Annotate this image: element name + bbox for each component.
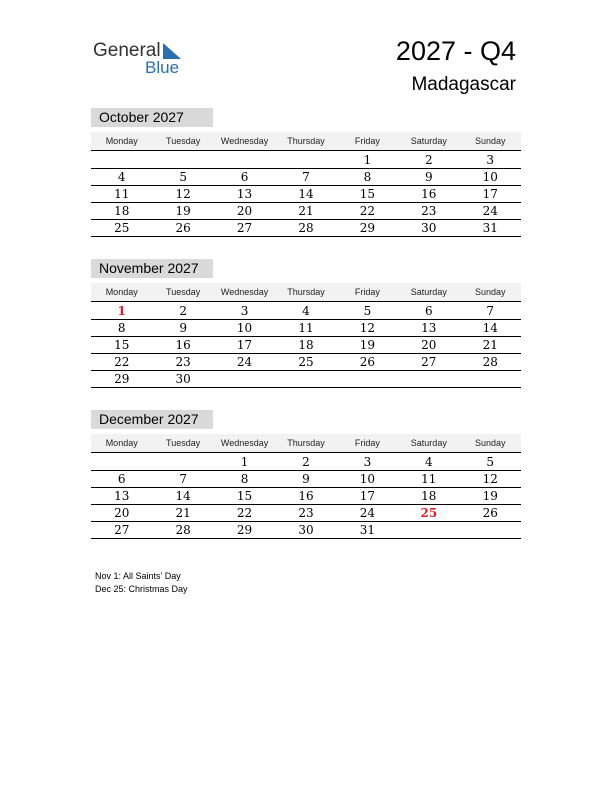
weekday-header-row (91, 132, 521, 151)
day-cell: 4 (117, 170, 126, 184)
day-cell: 24 (482, 204, 498, 218)
week-row (91, 203, 521, 220)
day-cell: 8 (117, 321, 126, 335)
day-cell: 20 (236, 204, 253, 218)
day-cell: 12 (175, 187, 191, 201)
day-cell: 30 (298, 523, 314, 537)
day-cell: 31 (482, 221, 498, 235)
weekday-label: Wednesday (220, 438, 269, 448)
day-cell: 29 (359, 221, 376, 235)
day-cell: 15 (236, 489, 253, 503)
day-cell: 7 (302, 170, 310, 184)
day-cell: 13 (421, 321, 437, 335)
day-cell: 22 (359, 204, 376, 218)
day-cell: 10 (482, 170, 498, 184)
day-cell (460, 522, 521, 538)
day-cell: 1 (240, 455, 249, 469)
weekday-label: Wednesday (220, 136, 269, 146)
day-cell: 27 (236, 221, 253, 235)
week-row (91, 488, 521, 505)
day-cell: 6 (240, 170, 249, 184)
holiday-day-cell: 25 (420, 506, 438, 520)
day-cell: 25 (114, 221, 130, 235)
day-cell: 12 (482, 472, 498, 486)
day-cell: 5 (363, 304, 372, 318)
day-cell: 16 (298, 489, 314, 503)
week-row (91, 320, 521, 337)
day-cell: 14 (298, 187, 314, 201)
week-row (91, 371, 521, 388)
day-cell: 16 (421, 187, 437, 201)
weekday-label: Monday (105, 136, 138, 146)
weekday-label: Tuesday (166, 136, 201, 146)
day-cell: 18 (421, 489, 437, 503)
weekday-label: Friday (354, 136, 380, 146)
day-cell (152, 152, 213, 168)
day-cell: 8 (240, 472, 249, 486)
day-cell: 28 (298, 221, 314, 235)
weekday-label: Sunday (474, 287, 506, 297)
day-cell: 11 (421, 472, 437, 486)
week-row (91, 471, 521, 488)
week-row (91, 152, 521, 169)
day-cell: 21 (175, 506, 191, 520)
day-cell: 3 (240, 304, 249, 318)
day-cell: 11 (298, 321, 314, 335)
day-cell: 10 (236, 321, 253, 335)
weekday-label: Sunday (474, 438, 506, 448)
holiday-note: Nov 1: All Saints’ Day (95, 571, 181, 581)
day-cell: 19 (482, 489, 498, 503)
month-calendar (91, 259, 521, 388)
day-cell: 17 (236, 338, 253, 352)
country-name: Madagascar (411, 74, 516, 95)
day-cell: 8 (363, 170, 372, 184)
week-row (91, 454, 521, 471)
week-row (91, 303, 521, 320)
day-cell: 18 (114, 204, 130, 218)
day-cell: 13 (236, 187, 253, 201)
day-cell: 20 (421, 338, 437, 352)
day-cell: 23 (175, 355, 191, 369)
month-calendar (91, 410, 521, 539)
holiday-note: Dec 25: Christmas Day (95, 584, 188, 594)
day-cell: 5 (179, 170, 187, 184)
day-cell (91, 454, 152, 470)
weekday-label: Saturday (410, 136, 447, 146)
day-cell: 19 (359, 338, 376, 352)
day-cell: 25 (298, 355, 314, 369)
day-cell (152, 454, 213, 470)
day-cell (91, 152, 152, 168)
weekday-label: Monday (105, 438, 138, 448)
month-title: December 2027 (91, 410, 213, 429)
day-cell: 27 (421, 355, 437, 369)
day-cell: 24 (236, 355, 253, 369)
day-cell: 3 (486, 153, 495, 167)
weekday-label: Sunday (474, 136, 506, 146)
day-cell: 15 (114, 338, 130, 352)
day-cell: 3 (363, 455, 372, 469)
day-cell (398, 371, 459, 387)
day-cell: 21 (298, 204, 314, 218)
day-cell (214, 152, 275, 168)
day-cell: 1 (363, 153, 372, 167)
day-cell: 19 (175, 204, 191, 218)
day-cell (337, 371, 398, 387)
day-cell (275, 152, 336, 168)
weekday-label: Friday (354, 438, 380, 448)
week-row (91, 186, 521, 203)
day-cell: 9 (179, 321, 187, 335)
day-cell (275, 371, 336, 387)
weekday-label: Saturday (410, 438, 447, 448)
weekday-header-row (91, 283, 521, 302)
day-cell: 6 (425, 304, 433, 318)
week-row (91, 522, 521, 539)
day-cell: 17 (482, 187, 498, 201)
generalblue-logo (93, 40, 193, 80)
day-cell: 9 (425, 170, 433, 184)
day-cell: 12 (359, 321, 376, 335)
weekday-label: Tuesday (166, 438, 201, 448)
day-cell: 14 (175, 489, 191, 503)
logo-text-general: General (93, 40, 161, 61)
day-cell: 7 (179, 472, 187, 486)
holiday-day-cell: 1 (117, 304, 126, 318)
weekday-label: Monday (105, 287, 138, 297)
day-cell: 23 (298, 506, 314, 520)
day-cell: 7 (486, 304, 495, 318)
day-cell: 26 (482, 506, 498, 520)
week-row (91, 220, 521, 237)
day-cell: 5 (486, 455, 495, 469)
day-cell (214, 371, 275, 387)
weekday-label: Friday (354, 287, 380, 297)
day-cell: 26 (359, 355, 376, 369)
day-cell: 4 (425, 455, 433, 469)
week-row (91, 169, 521, 186)
day-cell: 2 (425, 153, 433, 167)
day-cell: 22 (114, 355, 130, 369)
day-cell: 29 (114, 372, 130, 386)
day-cell: 30 (175, 372, 191, 386)
day-cell: 28 (482, 355, 498, 369)
month-title: November 2027 (91, 259, 213, 278)
day-cell: 31 (359, 523, 376, 537)
day-cell: 17 (359, 489, 376, 503)
week-row (91, 505, 521, 522)
day-cell: 15 (359, 187, 376, 201)
day-cell: 22 (236, 506, 253, 520)
day-cell: 2 (179, 304, 187, 318)
day-cell (398, 522, 459, 538)
week-row (91, 337, 521, 354)
day-cell: 26 (175, 221, 191, 235)
page-title: 2027 - Q4 (395, 36, 516, 66)
weekday-label: Thursday (287, 136, 325, 146)
weekday-label: Thursday (287, 287, 325, 297)
day-cell: 24 (359, 506, 376, 520)
day-cell: 4 (302, 304, 310, 318)
weekday-label: Tuesday (166, 287, 201, 297)
day-cell: 9 (302, 472, 310, 486)
day-cell: 27 (114, 523, 130, 537)
weekday-label: Thursday (287, 438, 325, 448)
day-cell: 13 (114, 489, 130, 503)
day-cell: 16 (175, 338, 191, 352)
day-cell: 2 (302, 455, 310, 469)
day-cell: 6 (117, 472, 126, 486)
week-row (91, 354, 521, 371)
day-cell: 10 (359, 472, 376, 486)
day-cell (460, 371, 521, 387)
day-cell: 29 (236, 523, 253, 537)
day-cell: 30 (421, 221, 437, 235)
day-cell: 28 (175, 523, 191, 537)
day-cell: 20 (114, 506, 130, 520)
holiday-notes (95, 570, 188, 596)
day-cell: 21 (482, 338, 498, 352)
weekday-label: Saturday (410, 287, 447, 297)
day-cell: 14 (482, 321, 498, 335)
month-title: October 2027 (91, 108, 213, 127)
weekday-label: Wednesday (220, 287, 269, 297)
logo-text-blue: Blue (145, 58, 180, 77)
weekday-header-row (91, 434, 521, 453)
month-calendar (91, 108, 521, 237)
day-cell: 23 (421, 204, 437, 218)
day-cell: 18 (298, 338, 314, 352)
day-cell: 11 (114, 187, 130, 201)
